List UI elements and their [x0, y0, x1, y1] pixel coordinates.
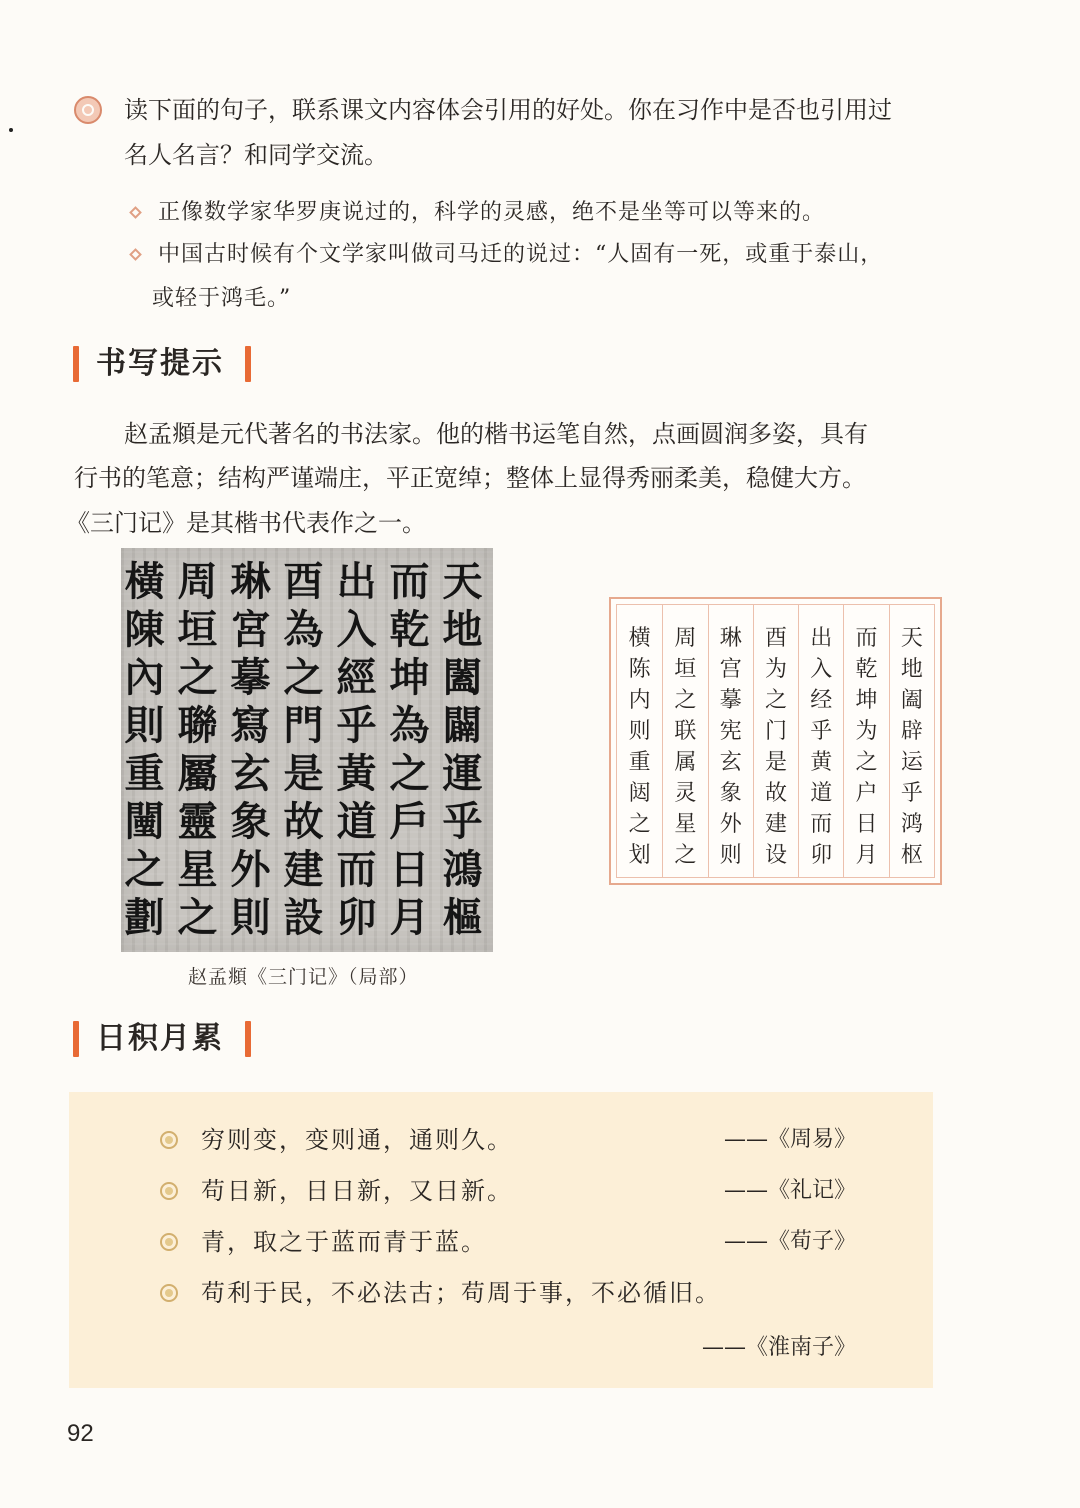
transcription-character: 设	[764, 843, 787, 868]
calligraphy-character: 屬	[177, 750, 218, 797]
transcription-character: 酉	[764, 626, 787, 651]
calligraphy-character: 之	[177, 654, 218, 701]
calligraphy-character: 垣	[177, 606, 218, 653]
calligraphy-character: 之	[124, 846, 165, 893]
calligraphy-column-7	[118, 558, 171, 942]
writing-tips-paragraph-line-1: 赵孟頫是元代著名的书法家。他的楷书运笔自然，点画圆润多姿，具有	[124, 420, 868, 448]
calligraphy-character: 門	[283, 702, 324, 749]
calligraphy-character: 象	[230, 798, 271, 845]
writing-tips-paragraph-line-3: 《三门记》是其楷书代表作之一。	[66, 509, 426, 537]
calligraphy-character: 是	[283, 750, 324, 797]
transcription-character: 内	[628, 688, 651, 713]
calligraphy-character: 地	[442, 606, 483, 653]
transcription-box	[609, 597, 942, 885]
calligraphy-character: 外	[230, 846, 271, 893]
calligraphy-character: 鴻	[442, 846, 483, 893]
page-number: 92	[67, 1420, 94, 1447]
calligraphy-character: 琳	[230, 558, 271, 605]
calligraphy-character: 闢	[442, 702, 483, 749]
calligraphy-character: 卯	[336, 894, 377, 941]
transcription-character: 乎	[810, 719, 833, 744]
transcription-character: 宪	[719, 719, 742, 744]
transcription-character: 乎	[900, 781, 923, 806]
accumulation-quote-1: 穷则变，变则通，通则久。	[201, 1126, 513, 1154]
transcription-column-6	[662, 605, 707, 877]
transcription-character: 是	[764, 750, 787, 775]
calligraphy-image	[121, 548, 493, 952]
transcription-character: 垣	[674, 657, 697, 682]
calligraphy-character: 月	[389, 894, 430, 941]
calligraphy-character: 戶	[389, 798, 430, 845]
calligraphy-character: 酉	[283, 558, 324, 605]
transcription-column-1	[889, 605, 934, 877]
transcription-character: 阖	[900, 688, 923, 713]
transcription-grid	[616, 604, 935, 878]
calligraphy-character: 則	[124, 702, 165, 749]
calligraphy-character: 星	[177, 846, 218, 893]
ring-bullet-icon	[160, 1182, 178, 1200]
exercise-instruction-line-2: 名人名言？和同学交流。	[124, 141, 388, 169]
calligraphy-character: 乎	[442, 798, 483, 845]
exercise-instruction-line-1: 读下面的句子，联系课文内容体会引用的好处。你在习作中是否也引用过	[124, 96, 892, 124]
transcription-character: 琳	[719, 626, 742, 651]
heading-right-bar	[245, 1021, 251, 1057]
calligraphy-caption: 赵孟頫《三门记》（局部）	[188, 966, 419, 988]
transcription-character: 月	[855, 843, 878, 868]
calligraphy-column-5	[224, 558, 277, 942]
transcription-character: 故	[764, 781, 787, 806]
transcription-character: 枢	[900, 843, 923, 868]
calligraphy-character: 之	[389, 750, 430, 797]
calligraphy-character: 經	[336, 654, 377, 701]
calligraphy-character: 故	[283, 798, 324, 845]
calligraphy-character: 則	[230, 894, 271, 941]
transcription-character: 横	[628, 626, 651, 651]
transcription-character: 则	[719, 843, 742, 868]
transcription-character: 之	[764, 688, 787, 713]
calligraphy-character: 建	[283, 846, 324, 893]
transcription-character: 日	[855, 812, 878, 837]
quote-2-line-1: 中国古时候有个文学家叫做司马迁的说过：“人固有一死，或重于泰山，	[158, 242, 884, 267]
transcription-character: 陈	[628, 657, 651, 682]
diamond-bullet-icon	[129, 206, 142, 219]
transcription-character: 联	[674, 719, 697, 744]
calligraphy-column-3	[330, 558, 383, 942]
transcription-character: 建	[764, 812, 787, 837]
calligraphy-character: 重	[124, 750, 165, 797]
calligraphy-character: 天	[442, 558, 483, 605]
transcription-column-4	[753, 605, 798, 877]
calligraphy-character: 設	[283, 894, 324, 941]
calligraphy-column-4	[277, 558, 330, 942]
section-heading-writing-tips: 书写提示	[96, 346, 224, 381]
accumulation-source-2: ——《礼记》	[723, 1178, 856, 1203]
transcription-character: 玄	[719, 750, 742, 775]
calligraphy-character: 而	[389, 558, 430, 605]
transcription-character: 道	[810, 781, 833, 806]
transcription-character: 闼	[628, 781, 651, 806]
calligraphy-character: 周	[177, 558, 218, 605]
calligraphy-character: 闔	[442, 654, 483, 701]
calligraphy-character: 內	[124, 654, 165, 701]
ring-bullet-icon	[160, 1131, 178, 1149]
calligraphy-character: 日	[389, 846, 430, 893]
transcription-character: 运	[900, 750, 923, 775]
calligraphy-character: 陳	[124, 606, 165, 653]
calligraphy-character: 摹	[230, 654, 271, 701]
transcription-character: 地	[900, 657, 923, 682]
calligraphy-character: 宮	[230, 606, 271, 653]
calligraphy-character: 之	[177, 894, 218, 941]
transcription-character: 入	[810, 657, 833, 682]
transcription-character: 户	[855, 781, 878, 806]
writing-tips-paragraph-line-2: 行书的笔意；结构严谨端庄，平正宽绰；整体上显得秀丽柔美，稳健大方。	[74, 464, 866, 492]
transcription-character: 为	[855, 719, 878, 744]
transcription-character: 而	[855, 626, 878, 651]
calligraphy-character: 靈	[177, 798, 218, 845]
calligraphy-character: 樞	[442, 894, 483, 941]
transcription-column-7	[617, 605, 662, 877]
transcription-character: 象	[719, 781, 742, 806]
transcription-character: 灵	[674, 781, 697, 806]
ring-bullet-icon	[160, 1284, 178, 1302]
transcription-character: 划	[628, 843, 651, 868]
calligraphy-column-2	[383, 558, 436, 942]
accumulation-source-4: ——《淮南子》	[701, 1335, 856, 1360]
transcription-character: 坤	[855, 688, 878, 713]
transcription-character: 重	[628, 750, 651, 775]
transcription-character: 之	[674, 843, 697, 868]
calligraphy-character: 運	[442, 750, 483, 797]
accumulation-source-3: ——《荀子》	[723, 1229, 856, 1254]
margin-mark	[9, 128, 13, 132]
transcription-character: 之	[628, 812, 651, 837]
calligraphy-column-1	[436, 558, 489, 942]
transcription-character: 摹	[719, 688, 742, 713]
accumulation-source-1: ——《周易》	[723, 1127, 856, 1152]
calligraphy-character: 闉	[124, 798, 165, 845]
transcription-character: 属	[674, 750, 697, 775]
calligraphy-character: 寫	[230, 702, 271, 749]
calligraphy-character: 為	[389, 702, 430, 749]
exercise-circle-icon	[74, 96, 102, 124]
transcription-character: 则	[628, 719, 651, 744]
calligraphy-character: 而	[336, 846, 377, 893]
diamond-bullet-icon	[129, 248, 142, 261]
calligraphy-character: 黃	[336, 750, 377, 797]
transcription-character: 经	[810, 688, 833, 713]
transcription-column-2	[843, 605, 888, 877]
calligraphy-column-6	[171, 558, 224, 942]
transcription-character: 而	[810, 812, 833, 837]
heading-left-bar	[73, 1021, 79, 1057]
transcription-character: 门	[764, 719, 787, 744]
transcription-character: 宫	[719, 657, 742, 682]
transcription-character: 星	[674, 812, 697, 837]
transcription-character: 卯	[810, 843, 833, 868]
calligraphy-character: 坤	[389, 654, 430, 701]
transcription-character: 辟	[900, 719, 923, 744]
transcription-character: 之	[674, 688, 697, 713]
transcription-character: 之	[855, 750, 878, 775]
calligraphy-character: 為	[283, 606, 324, 653]
section-heading-accumulation: 日积月累	[96, 1021, 224, 1056]
calligraphy-character: 入	[336, 606, 377, 653]
ring-bullet-icon	[160, 1233, 178, 1251]
calligraphy-character: 道	[336, 798, 377, 845]
calligraphy-character: 乎	[336, 702, 377, 749]
transcription-character: 出	[810, 626, 833, 651]
transcription-character: 黄	[810, 750, 833, 775]
accumulation-quote-3: 青，取之于蓝而青于蓝。	[201, 1228, 487, 1256]
transcription-character: 为	[764, 657, 787, 682]
calligraphy-character: 橫	[124, 558, 165, 605]
calligraphy-character: 之	[283, 654, 324, 701]
quote-1-line-1: 正像数学家华罗庚说过的，科学的灵感，绝不是坐等可以等来的。	[158, 200, 826, 225]
heading-right-bar	[245, 346, 251, 382]
quote-2-line-2: 或轻于鸿毛。”	[152, 286, 292, 311]
transcription-character: 天	[900, 626, 923, 651]
transcription-character: 周	[674, 626, 697, 651]
calligraphy-character: 劃	[124, 894, 165, 941]
transcription-column-3	[798, 605, 843, 877]
accumulation-quote-2: 苟日新，日日新，又日新。	[201, 1177, 513, 1205]
calligraphy-character: 玄	[230, 750, 271, 797]
calligraphy-character: 乾	[389, 606, 430, 653]
calligraphy-character: 聯	[177, 702, 218, 749]
transcription-column-5	[708, 605, 753, 877]
heading-left-bar	[73, 346, 79, 382]
transcription-character: 乾	[855, 657, 878, 682]
transcription-character: 外	[719, 812, 742, 837]
accumulation-quote-4: 苟利于民，不必法古；苟周于事，不必循旧。	[201, 1279, 721, 1307]
transcription-character: 鸿	[900, 812, 923, 837]
calligraphy-character: 出	[336, 558, 377, 605]
